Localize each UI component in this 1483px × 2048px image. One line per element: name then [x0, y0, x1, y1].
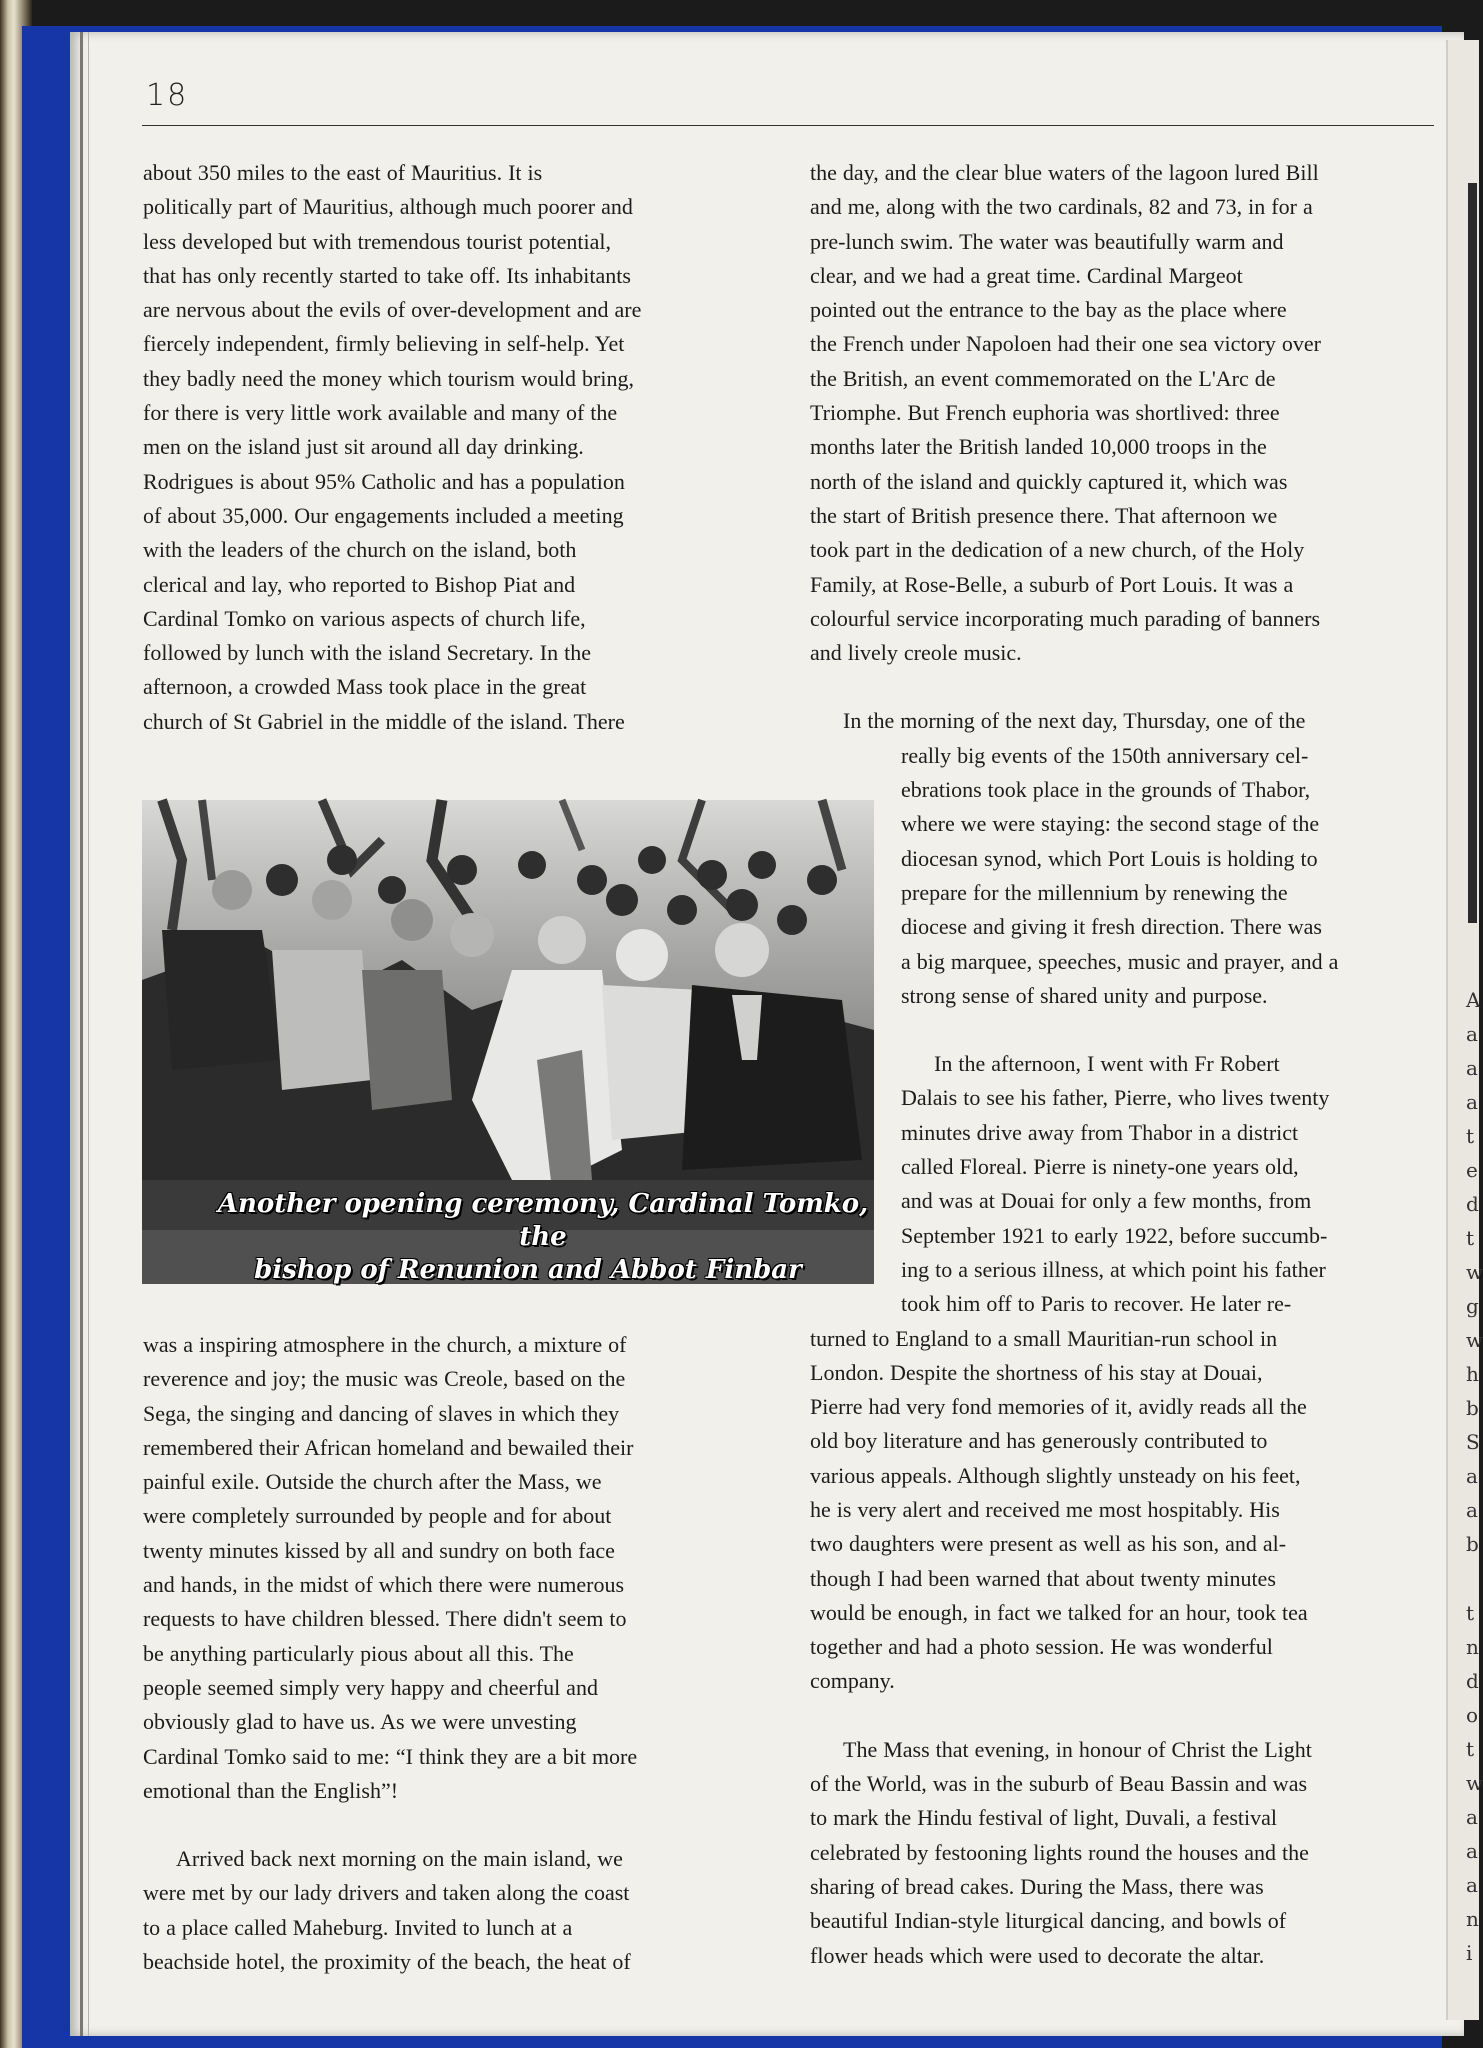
text-line: the British, an event commemorated on the L'Arc de	[810, 365, 1276, 391]
facing-page-letter: t	[1466, 1226, 1475, 1250]
facing-page-letter: a	[1466, 1022, 1478, 1046]
facing-page-letter: t	[1466, 1124, 1475, 1148]
text-line: prepare for the millennium by renewing the	[901, 879, 1288, 905]
text-line: to mark the Hindu festival of light, Duvali, a festival	[810, 1805, 1278, 1831]
text-line: pointed out the entrance to the bay as the place where	[810, 297, 1287, 323]
text-line: where we were staying: the second stage of the	[901, 811, 1320, 837]
text-line: took part in the dedication of a new church, of the Holy	[810, 537, 1305, 563]
text-line: he is very alert and received me most hospitably. His	[810, 1496, 1280, 1522]
text-line: The Mass that evening, in honour of Christ the Light	[843, 1736, 1312, 1762]
header-rule	[142, 125, 1434, 126]
paragraph-gap	[143, 1808, 783, 1842]
text-line: ebrations took place in the grounds of Thabor,	[901, 777, 1311, 803]
text-line: be anything particularly pious about all this. The	[143, 1640, 574, 1666]
photo-caption-line-2: bishop of Renunion and Abbot Finbar	[254, 1255, 802, 1285]
text-line: obviously glad to have us. As we were unvesting	[143, 1709, 577, 1735]
facing-page-letter: w	[1466, 1328, 1483, 1352]
text-line: politically part of Mauritius, although much poorer and	[143, 194, 633, 220]
text-line: for there is very little work available and many of the	[143, 400, 618, 426]
text-line: called Floreal. Pierre is ninety-one years old,	[901, 1154, 1299, 1180]
text-line: pre-lunch swim. The water was beautifully warm and	[810, 228, 1284, 254]
paragraph-gap	[810, 670, 1450, 704]
text-line: to a place called Maheburg. Invited to lunch at a	[143, 1914, 573, 1940]
text-line: of about 35,000. Our engagements included a meeting	[143, 502, 624, 528]
text-line: afternoon, a crowded Mass took place in the great	[143, 674, 587, 700]
paragraph-gap	[810, 1699, 1450, 1733]
text-line: celebrated by festooning lights round the houses and the	[810, 1839, 1309, 1865]
facing-page-letter: d	[1466, 1669, 1479, 1693]
column-1-top-text	[143, 156, 783, 739]
facing-page-letter: o	[1466, 1703, 1479, 1727]
text-line: the French under Napoloen had their one sea victory over	[810, 331, 1321, 357]
facing-page-letter: t	[1466, 1601, 1475, 1625]
facing-page-letter: a	[1466, 1056, 1478, 1080]
text-line: men on the island just sit around all day drinking.	[143, 434, 584, 460]
text-line: painful exile. Outside the church after the Mass, we	[143, 1469, 602, 1495]
text-line: beautiful Indian-style liturgical dancing, and bowls of	[810, 1908, 1287, 1934]
text-line: together and had a photo session. He was wonderful	[810, 1634, 1273, 1660]
text-line: are nervous about the evils of over-development and are	[143, 297, 642, 323]
text-line: a big marquee, speeches, music and prayer, and a	[901, 948, 1339, 974]
text-line: with the leaders of the church on the island, both	[143, 537, 577, 563]
text-line: reverence and joy; the music was Creole, based on the	[143, 1366, 626, 1392]
paragraph-gap	[810, 1013, 1450, 1047]
text-line: the start of British presence there. That afternoon we	[810, 502, 1278, 528]
text-line: September 1921 to early 1922, before succumb-	[901, 1222, 1328, 1248]
facing-page-letter: b	[1466, 1532, 1479, 1556]
text-line: clear, and we had a great time. Cardinal Margeot	[810, 262, 1243, 288]
facing-page-letter: b	[1466, 1396, 1479, 1420]
photo-caption-line-1: Another opening ceremony, Cardinal Tomko, the	[217, 1189, 869, 1252]
text-line: flower heads which were used to decorate the altar.	[810, 1942, 1265, 1968]
text-line: diocese and giving it fresh direction. There was	[901, 914, 1322, 940]
facing-page-letter: a	[1466, 1839, 1478, 1863]
text-line: took him off to Paris to recover. He later re-	[901, 1291, 1292, 1317]
facing-page-letter: a	[1466, 1498, 1478, 1522]
text-line: and was at Douai for only a few months, from	[901, 1188, 1312, 1214]
text-line: really big events of the 150th anniversary cel-	[901, 742, 1309, 768]
text-line: beachside hotel, the proximity of the beach, the heat of	[143, 1949, 631, 1975]
text-line: fiercely independent, firmly believing in self-help. Yet	[143, 331, 625, 357]
facing-page-letter: g	[1466, 1294, 1479, 1318]
facing-page-letter: a	[1466, 1090, 1478, 1114]
facing-page-letter: d	[1466, 1192, 1479, 1216]
facing-page-letter: A	[1466, 988, 1481, 1012]
text-line: old boy literature and has generously contributed to	[810, 1428, 1268, 1454]
text-line: remembered their African homeland and bewailed their	[143, 1434, 634, 1460]
text-line: people seemed simply very happy and cheerful and	[143, 1674, 598, 1700]
text-line: London. Despite the shortness of his stay at Douai,	[810, 1359, 1263, 1385]
text-line: colourful service incorporating much parading of banners	[810, 605, 1321, 631]
text-line: turned to England to a small Mauritian-run school in	[810, 1325, 1278, 1351]
text-line: the day, and the clear blue waters of the lagoon lured Bill	[810, 160, 1319, 185]
gutter-line	[88, 32, 89, 2036]
text-line: were completely surrounded by people and for about	[143, 1503, 612, 1529]
text-line: though I had been warned that about twenty minutes	[810, 1565, 1276, 1591]
text-line: months later the British landed 10,000 troops in the	[810, 434, 1267, 460]
text-line: Arrived back next morning on the main island, we	[176, 1846, 623, 1872]
text-line: emotional than the English”!	[143, 1777, 399, 1803]
text-line: and lively creole music.	[810, 640, 1022, 666]
text-line: minutes drive away from Thabor in a district	[901, 1119, 1299, 1145]
text-line: about 350 miles to the east of Mauritius. It is	[143, 160, 543, 185]
facing-page-letter: n	[1466, 1907, 1479, 1931]
facing-page-letter: h	[1466, 1362, 1479, 1386]
text-line: Family, at Rose-Belle, a suburb of Port Louis. It was a	[810, 571, 1294, 597]
page-number: 18	[146, 78, 189, 113]
text-line: In the morning of the next day, Thursday, one of the	[843, 708, 1306, 734]
facing-page-letter: t	[1466, 1737, 1475, 1761]
text-line: sharing of bread cakes. During the Mass, there was	[810, 1873, 1264, 1899]
text-line: that has only recently started to take off. Its inhabitants	[143, 262, 631, 288]
text-line: they badly need the money which tourism would bring,	[143, 365, 634, 391]
photo-caption	[142, 1188, 874, 1287]
gutter-shadow	[80, 32, 83, 2036]
facing-page-photo-edge	[1468, 183, 1477, 923]
text-line: Rodrigues is about 95% Catholic and has a population	[143, 468, 625, 494]
facing-page-letter: a	[1466, 1464, 1478, 1488]
text-line: strong sense of shared unity and purpose.	[901, 982, 1268, 1008]
text-line: clerical and lay, who reported to Bishop Piat and	[143, 571, 576, 597]
facing-page-letter: i	[1466, 1941, 1473, 1965]
facing-page-letter: a	[1466, 1873, 1478, 1897]
facing-page-letter: w	[1466, 1771, 1483, 1795]
text-line: were met by our lady drivers and taken along the coast	[143, 1880, 630, 1906]
text-line: ing to a serious illness, at which point his father	[901, 1256, 1326, 1282]
text-line: various appeals. Although slightly unsteady on his feet,	[810, 1462, 1301, 1488]
text-line: two daughters were present as well as his son, and al-	[810, 1531, 1287, 1557]
text-line: church of St Gabriel in the middle of the island. There	[143, 708, 625, 734]
text-line: was a inspiring atmosphere in the church, a mixture of	[143, 1332, 627, 1357]
facing-page-letter: a	[1466, 1805, 1478, 1829]
ceremony-photo	[142, 800, 874, 1284]
text-line: and hands, in the midst of which there were numerous	[143, 1572, 625, 1598]
text-line: In the afternoon, I went with Fr Robert	[934, 1051, 1280, 1077]
text-line: Cardinal Tomko on various aspects of church life,	[143, 605, 586, 631]
text-line: company.	[810, 1668, 895, 1694]
facing-page-letter: n	[1466, 1635, 1479, 1659]
text-line: twenty minutes kissed by all and sundry on both face	[143, 1537, 615, 1563]
text-line: would be enough, in fact we talked for an hour, took tea	[810, 1599, 1308, 1625]
text-line: and me, along with the two cardinals, 82 and 73, in for a	[810, 194, 1313, 220]
text-line: Cardinal Tomko said to me: “I think they are a bit more	[143, 1743, 638, 1769]
column-1-bottom-text	[143, 1328, 783, 1979]
text-line: less developed but with tremendous tourist potential,	[143, 228, 611, 254]
text-line: Dalais to see his father, Pierre, who lives twenty	[901, 1085, 1330, 1111]
text-line: Triomphe. But French euphoria was shortlived: three	[810, 400, 1280, 426]
column-2-text	[810, 156, 1450, 1973]
text-line: requests to have children blessed. There didn't seem to	[143, 1606, 627, 1632]
text-line: followed by lunch with the island Secretary. In the	[143, 640, 591, 666]
text-line: of the World, was in the suburb of Beau Bassin and was	[810, 1771, 1308, 1797]
text-line: north of the island and quickly captured it, which was	[810, 468, 1288, 494]
facing-page-letter: w	[1466, 1260, 1483, 1284]
text-line: Sega, the singing and dancing of slaves in which they	[143, 1400, 620, 1426]
text-line: diocesan synod, which Port Louis is holding to	[901, 845, 1318, 871]
facing-page-letter: S	[1466, 1430, 1480, 1454]
text-line: Pierre had very fond memories of it, avidly reads all the	[810, 1394, 1307, 1420]
facing-page-letter: e	[1466, 1158, 1478, 1182]
